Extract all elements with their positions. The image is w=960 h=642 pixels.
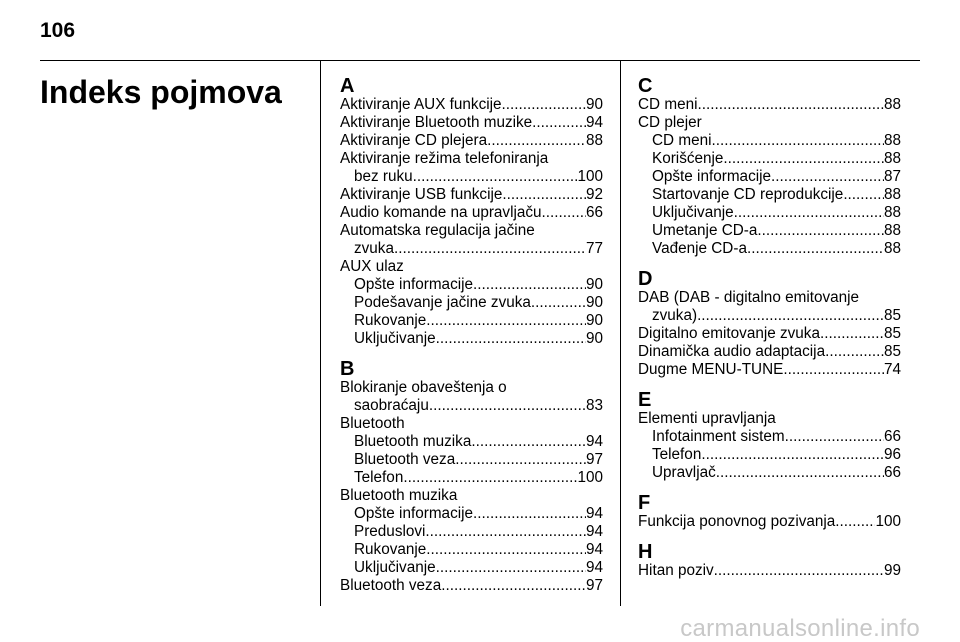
entry-page-number: 90 [585, 294, 603, 311]
dot-leader [716, 464, 884, 482]
index-entry [340, 204, 603, 222]
section-letter: D [638, 268, 653, 290]
entry-page-number: 83 [585, 397, 603, 414]
entry-page-number: 94 [585, 541, 603, 558]
entry-page-number: 88 [883, 222, 901, 239]
index-entry [638, 168, 901, 186]
entry-term: Infotainment sistem [652, 428, 785, 445]
dot-leader [771, 168, 884, 186]
dot-leader [413, 168, 578, 186]
entry-page-number: 77 [585, 240, 603, 257]
entry-term: Uključivanje [354, 559, 436, 576]
entry-term: Bluetooth veza [354, 451, 456, 468]
index-heading: Bluetooth [340, 415, 405, 432]
index-entry [638, 96, 901, 114]
entry-page-number: 90 [585, 330, 603, 347]
index-heading: Automatska regulacija jačine [340, 222, 535, 239]
index-entry [638, 132, 901, 150]
index-entry [340, 96, 603, 114]
dot-leader [531, 294, 586, 312]
dot-leader [747, 240, 884, 258]
dot-leader [502, 96, 586, 114]
entry-term: Preduslovi [354, 523, 426, 540]
dot-leader [429, 397, 586, 415]
entry-page-number: 74 [883, 361, 901, 378]
entry-page-number: 88 [883, 96, 901, 113]
dot-leader [701, 446, 884, 464]
dot-leader [436, 559, 586, 577]
index-entry [340, 294, 603, 312]
index-entry [638, 307, 901, 325]
entry-term: Vađenje CD-a [652, 240, 747, 257]
dot-leader [835, 513, 875, 531]
index-entry [638, 343, 901, 361]
index-entry [340, 505, 603, 523]
entry-term: Funkcija ponovnog pozivanja [638, 513, 836, 530]
entry-term: Dugme MENU-TUNE [638, 361, 784, 378]
entry-term: Uključivanje [354, 330, 436, 347]
index-section [638, 542, 901, 580]
entry-term: Hitan poziv [638, 562, 714, 579]
entry-page-number: 97 [585, 577, 603, 594]
index-entry [340, 451, 603, 469]
index-entry [638, 186, 901, 204]
entry-page-number: 66 [585, 204, 603, 221]
index-entry [340, 577, 603, 595]
index-entry [638, 562, 901, 580]
entry-page-number: 94 [585, 505, 603, 522]
index-entry [638, 204, 901, 222]
index-entry [340, 114, 603, 132]
section-letter: H [638, 541, 653, 563]
header-rule [40, 60, 920, 61]
index-section [340, 76, 603, 348]
dot-leader [785, 428, 884, 446]
entry-term: Telefon [652, 446, 702, 463]
dot-leader [394, 240, 586, 258]
entry-term: CD meni [638, 96, 698, 113]
entry-page-number: 94 [585, 523, 603, 540]
dot-leader [734, 204, 884, 222]
index-section [340, 359, 603, 595]
column-divider-right [620, 60, 621, 606]
entry-term: Telefon [354, 469, 404, 486]
dot-leader [403, 469, 577, 487]
dot-leader [441, 577, 586, 595]
index-section [638, 390, 901, 482]
entry-page-number: 88 [883, 132, 901, 149]
entry-page-number: 90 [585, 276, 603, 293]
entry-term: Bluetooth muzika [354, 433, 472, 450]
index-heading: Bluetooth muzika [340, 487, 458, 504]
section-letter: F [638, 492, 651, 514]
index-heading: Blokiranje obaveštenja o [340, 379, 507, 396]
dot-leader [757, 222, 884, 240]
index-column-2 [638, 76, 901, 580]
index-section [638, 76, 901, 258]
index-entry [340, 168, 603, 186]
index-entry [638, 222, 901, 240]
entry-page-number: 88 [585, 132, 603, 149]
index-entry [340, 433, 603, 451]
entry-page-number: 100 [577, 469, 603, 486]
entry-term: Bluetooth veza [340, 577, 442, 594]
entry-term: Startovanje CD reprodukcije [652, 186, 844, 203]
entry-page-number: 90 [585, 312, 603, 329]
dot-leader [426, 541, 586, 559]
dot-leader [825, 343, 884, 361]
entry-page-number: 66 [883, 464, 901, 481]
dot-leader [502, 186, 586, 204]
entry-term: Opšte informacije [354, 276, 474, 293]
entry-term: Aktiviranje USB funkcije [340, 186, 503, 203]
entry-term: Aktiviranje Bluetooth muzike [340, 114, 533, 131]
section-letter: C [638, 75, 653, 97]
index-entry [340, 523, 603, 541]
section-letter: A [340, 75, 355, 97]
dot-leader [471, 433, 586, 451]
dot-leader [455, 451, 586, 469]
index-entry [638, 446, 901, 464]
entry-term: Opšte informacije [354, 505, 474, 522]
index-heading: DAB (DAB - digitalno emitovanje [638, 289, 860, 306]
entry-term: Rukovanje [354, 312, 427, 329]
index-entry [340, 276, 603, 294]
dot-leader [436, 330, 586, 348]
dot-leader [542, 204, 586, 222]
index-entry [638, 428, 901, 446]
watermark: carmanualsonline.info [680, 615, 920, 642]
entry-page-number: 90 [585, 96, 603, 113]
dot-leader [714, 562, 884, 580]
index-entry [340, 541, 603, 559]
dot-leader [723, 150, 884, 168]
index-entry [340, 312, 603, 330]
entry-term: Audio komande na upravljaču [340, 204, 542, 221]
entry-page-number: 87 [883, 168, 901, 185]
index-heading: Elementi upravljanja [638, 410, 776, 427]
index-heading: CD plejer [638, 114, 702, 131]
dot-leader [532, 114, 586, 132]
entry-page-number: 100 [875, 513, 901, 530]
entry-page-number: 96 [883, 446, 901, 463]
entry-term: Dinamička audio adaptacija [638, 343, 826, 360]
page-number: 106 [40, 19, 76, 42]
entry-page-number: 66 [883, 428, 901, 445]
entry-term: CD meni [652, 132, 712, 149]
entry-term: zvuka [354, 240, 394, 257]
dot-leader [843, 186, 884, 204]
entry-page-number: 88 [883, 186, 901, 203]
entry-page-number: 85 [883, 307, 901, 324]
section-letter: B [340, 358, 355, 380]
entry-term: Umetanje CD-a [652, 222, 758, 239]
index-section [638, 269, 901, 379]
section-letter: E [638, 389, 652, 411]
index-section [638, 493, 901, 531]
dot-leader [698, 96, 884, 114]
entry-page-number: 100 [577, 168, 603, 185]
entry-page-number: 92 [585, 186, 603, 203]
dot-leader [820, 325, 884, 343]
dot-leader [426, 312, 586, 330]
entry-term: Aktiviranje AUX funkcije [340, 96, 502, 113]
index-entry [638, 464, 901, 482]
dot-leader [487, 132, 586, 150]
index-entry [340, 240, 603, 258]
entry-term: saobraćaju [354, 397, 429, 414]
dot-leader [783, 361, 884, 379]
index-entry [638, 361, 901, 379]
index-entry [340, 397, 603, 415]
entry-term: Korišćenje [652, 150, 724, 167]
entry-page-number: 85 [883, 325, 901, 342]
entry-page-number: 94 [585, 433, 603, 450]
entry-page-number: 94 [585, 114, 603, 131]
page-title: Indeks pojmova [40, 74, 282, 110]
entry-term: Upravljač [652, 464, 716, 481]
entry-term: Aktiviranje CD plejera [340, 132, 488, 149]
index-entry [340, 469, 603, 487]
entry-page-number: 88 [883, 204, 901, 221]
index-entry [340, 186, 603, 204]
entry-term: zvuka) [652, 307, 698, 324]
dot-leader [712, 132, 884, 150]
entry-term: Opšte informacije [652, 168, 772, 185]
entry-term: bez ruku [354, 168, 413, 185]
index-entry [638, 240, 901, 258]
index-heading: AUX ulaz [340, 258, 404, 275]
entry-term: Podešavanje jačine zvuka [354, 294, 531, 311]
index-heading: Aktiviranje režima telefoniranja [340, 150, 549, 167]
entry-page-number: 88 [883, 150, 901, 167]
entry-term: Digitalno emitovanje zvuka [638, 325, 820, 342]
column-divider-left [320, 60, 321, 606]
index-entry [340, 132, 603, 150]
index-entry [340, 330, 603, 348]
entry-page-number: 85 [883, 343, 901, 360]
entry-term: Rukovanje [354, 541, 427, 558]
dot-leader [697, 307, 884, 325]
index-entry [638, 150, 901, 168]
entry-term: Uključivanje [652, 204, 734, 221]
entry-page-number: 97 [585, 451, 603, 468]
dot-leader [473, 276, 586, 294]
entry-page-number: 94 [585, 559, 603, 576]
entry-page-number: 88 [883, 240, 901, 257]
index-column-1 [340, 76, 603, 595]
index-entry [638, 513, 901, 531]
entry-page-number: 99 [883, 562, 901, 579]
dot-leader [473, 505, 586, 523]
dot-leader [425, 523, 586, 541]
index-entry [638, 325, 901, 343]
index-entry [340, 559, 603, 577]
